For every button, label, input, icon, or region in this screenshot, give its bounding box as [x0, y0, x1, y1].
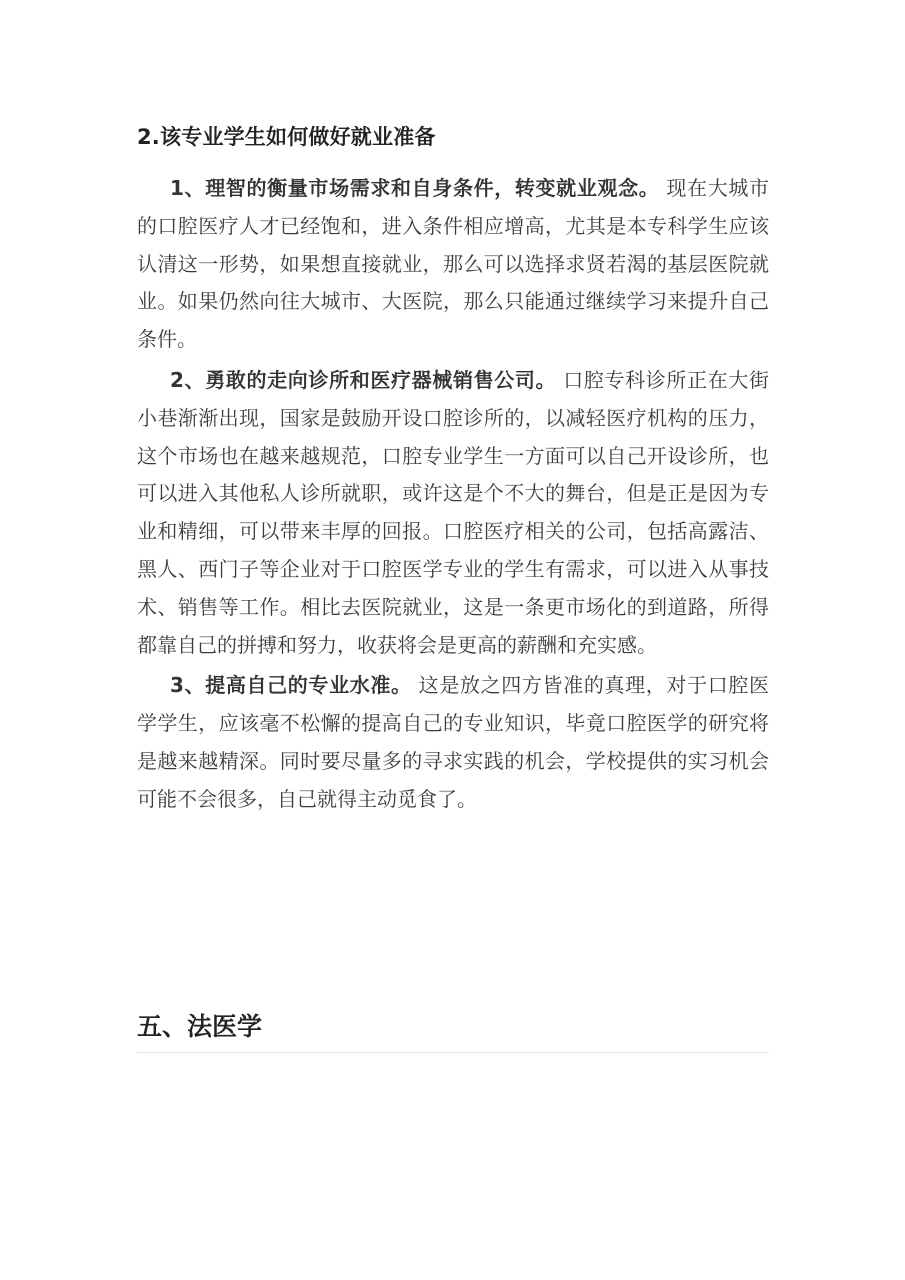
- paragraph-3-lead: 3、提高自己的专业水准。: [170, 673, 412, 698]
- paragraph-2: [137, 362, 769, 664]
- paragraph-2-body: 口腔专科诊所正在大街小巷渐渐出现，国家是鼓励开设口腔诊所的，以减轻医疗机构的压力，这个市场也在越来越规范，口腔专业学生一方面可以自己开设诊所，也可以进入其他私人诊所就职，或许这是个不大的舞台，但是正是因为专业和精细，可以带来丰厚的回报。口腔医疗相关的公司，包括高露洁、黑人、西门子等企业对于口腔医学专业的学生有需求，可以进入从事技术、销售等工作。相比去医院就业，这是一条更市场化的到道路，所得都靠自己的拼搏和努力，收获将会是更高的薪酬和充实感。: [137, 367, 769, 657]
- section-divider: [137, 1052, 769, 1053]
- article-body: [137, 170, 769, 822]
- paragraph-1: [137, 170, 769, 359]
- paragraph-2-lead: 2、勇敢的走向诊所和医疗器械销售公司。: [170, 367, 557, 392]
- paragraph-1-lead: 1、理智的衡量市场需求和自身条件，转变就业观念。: [170, 176, 660, 200]
- section-heading: 2.该专业学生如何做好就业准备: [137, 125, 436, 149]
- paragraph-3: [137, 667, 769, 818]
- paragraph-3-body: 这是放之四方皆准的真理，对于口腔医学学生，应该毫不松懈的提高自己的专业知识，毕竟口腔医学的研究将是越来越精深。同时要尽量多的寻求实践的机会，学校提供的实习机会可能不会很多，自己就得主动觅食了。: [137, 673, 770, 811]
- paragraph-1-body: 现在大城市的口腔医疗人才已经饱和，进入条件相应增高，尤其是本专科学生应该认清这一形势，如果想直接就业，那么可以选择求贤若渴的基层医院就业。如果仍然向往大城市、大医院，那么只能通过继续学习来提升自己条件。: [137, 176, 770, 352]
- next-section-title: 五、法医学: [137, 1012, 263, 1041]
